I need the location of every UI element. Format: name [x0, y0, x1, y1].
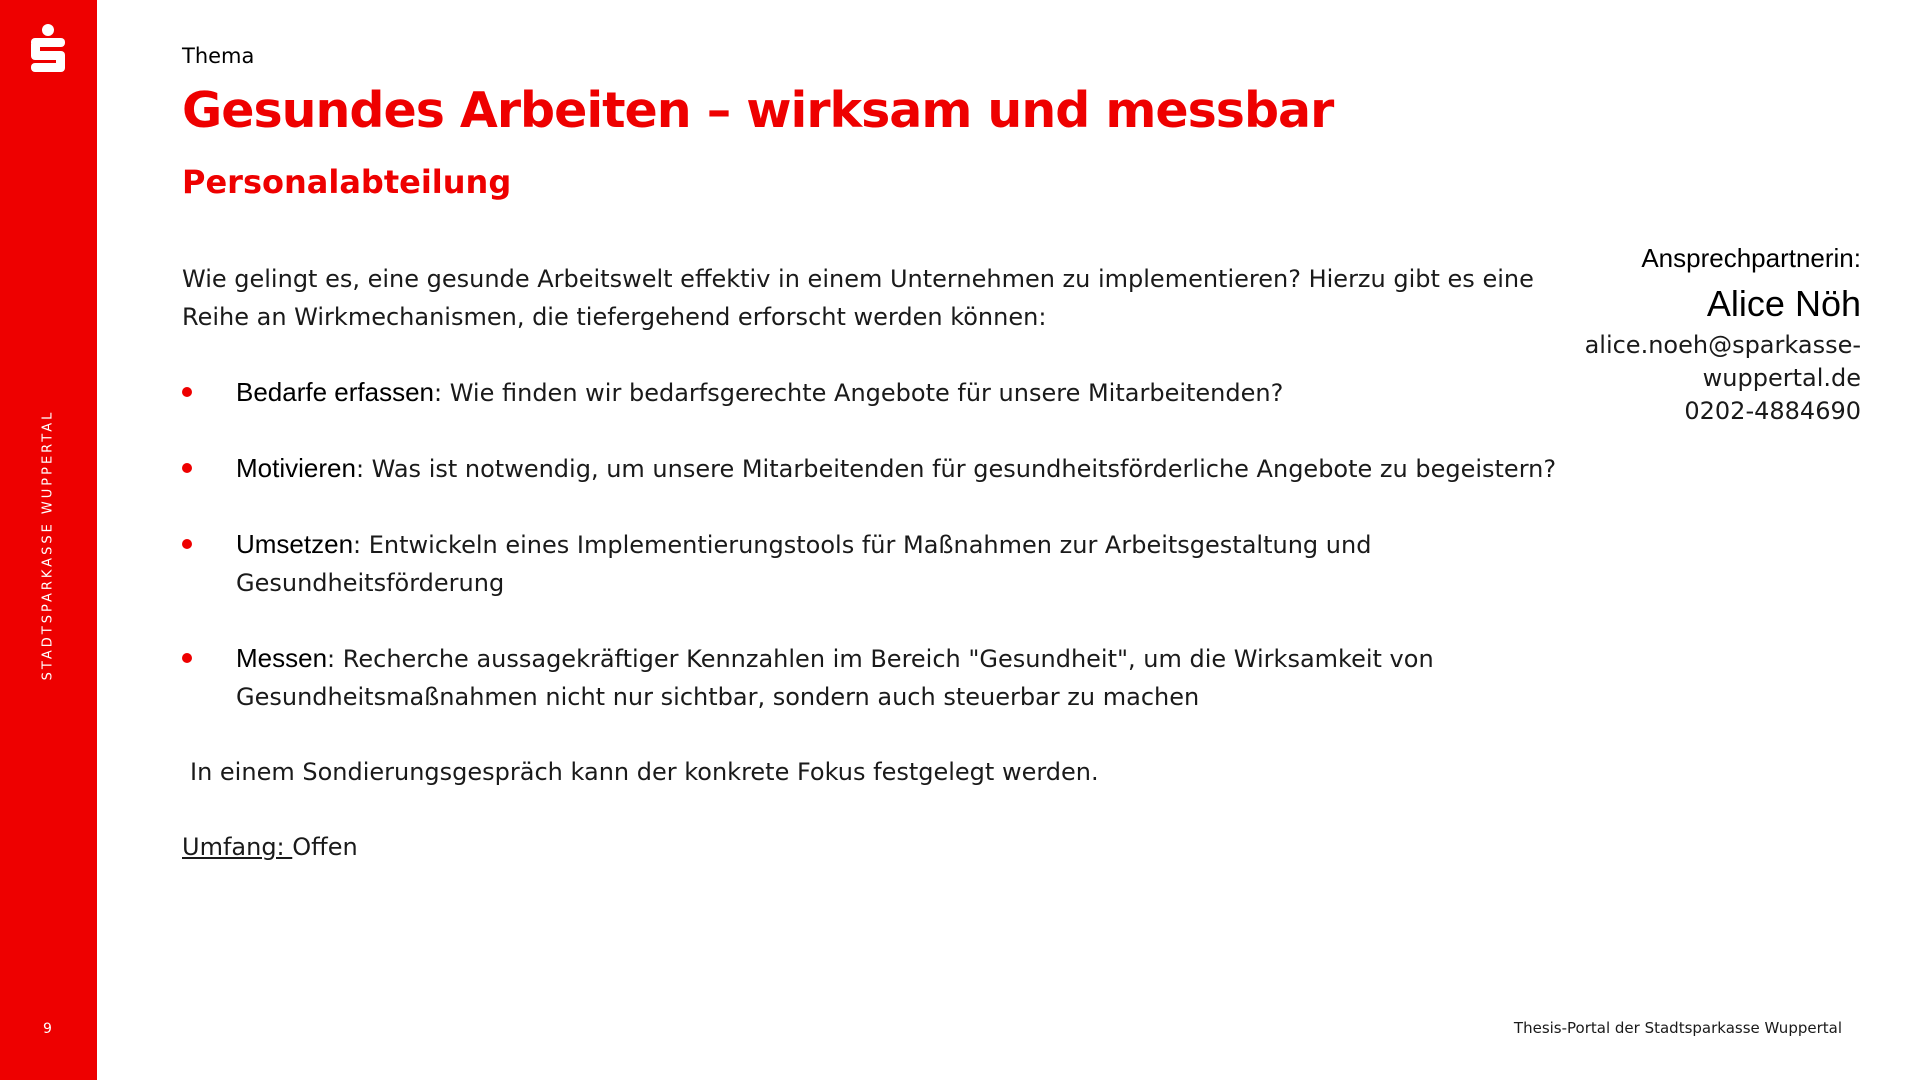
- page-subtitle: Personalabteilung: [182, 163, 512, 201]
- intro-paragraph: Wie gelingt es, eine gesunde Arbeitswelt effektiv in einem Unternehmen zu implementieren? Hierzu gibt es eine Reihe an Wirkmechanismen, die tiefergehend erforscht werden können:: [182, 265, 1534, 331]
- scope-label: Umfang:: [182, 833, 293, 861]
- contact-name: Alice Nöh: [1706, 283, 1861, 324]
- footer-text: Thesis-Portal der Stadtsparkasse Wuppertal: [1513, 1019, 1842, 1037]
- list-item: [182, 525, 1562, 602]
- contact-email-line2[interactable]: wuppertal.de: [1702, 364, 1861, 392]
- list-item: [182, 449, 1562, 488]
- list-item: [182, 639, 1562, 716]
- sparkasse-s-icon: [30, 24, 66, 74]
- bullet-term: Bedarfe erfassen: [236, 377, 435, 407]
- bullet-text: : Was ist notwendig, um unsere Mitarbeitenden für gesundheitsförderliche Angebote zu begeistern?: [355, 455, 1557, 483]
- closing-paragraph: In einem Sondierungsgespräch kann der konkrete Fokus festgelegt werden.: [190, 758, 1099, 786]
- topic-eyebrow: Thema: [182, 44, 255, 68]
- main-content: [182, 260, 1562, 866]
- bullet-text: : Entwickeln eines Implementierungstools für Maßnahmen zur Arbeitsgestaltung und Gesundheitsförderung: [236, 531, 1372, 597]
- contact-block: [1531, 242, 1861, 428]
- bullet-term: Messen: [236, 643, 328, 673]
- bullet-icon: [182, 463, 192, 473]
- bullet-icon: [182, 387, 192, 397]
- bullet-icon: [182, 653, 192, 663]
- page-number: 9: [43, 1021, 52, 1037]
- page-title: Gesundes Arbeiten – wirksam und messbar: [182, 82, 1334, 139]
- bullet-term: Motivieren: [236, 453, 356, 483]
- contact-label: Ansprechpartnerin:: [1641, 243, 1861, 273]
- contact-phone: 0202-4884690: [1684, 397, 1861, 425]
- scope-value: Offen: [292, 833, 358, 861]
- contact-email-line1[interactable]: alice.noeh@sparkasse-: [1584, 331, 1861, 359]
- bullet-text: : Wie finden wir bedarfsgerechte Angebote für unsere Mitarbeitenden?: [434, 379, 1284, 407]
- scope-line: [182, 828, 1562, 866]
- brand-vertical-text: STADTSPARKASSE WUPPERTAL: [40, 409, 56, 681]
- bullet-icon: [182, 539, 192, 549]
- bullet-term: Umsetzen: [236, 529, 354, 559]
- mechanism-list: [182, 373, 1562, 716]
- bullet-text: : Recherche aussagekräftiger Kennzahlen im Bereich "Gesundheit", um die Wirksamkeit von Gesundheitsmaßnahmen nicht nur sichtbar, sondern auch steuerbar zu machen: [236, 645, 1434, 711]
- brand-sidebar: [0, 0, 97, 1080]
- list-item: [182, 373, 1562, 412]
